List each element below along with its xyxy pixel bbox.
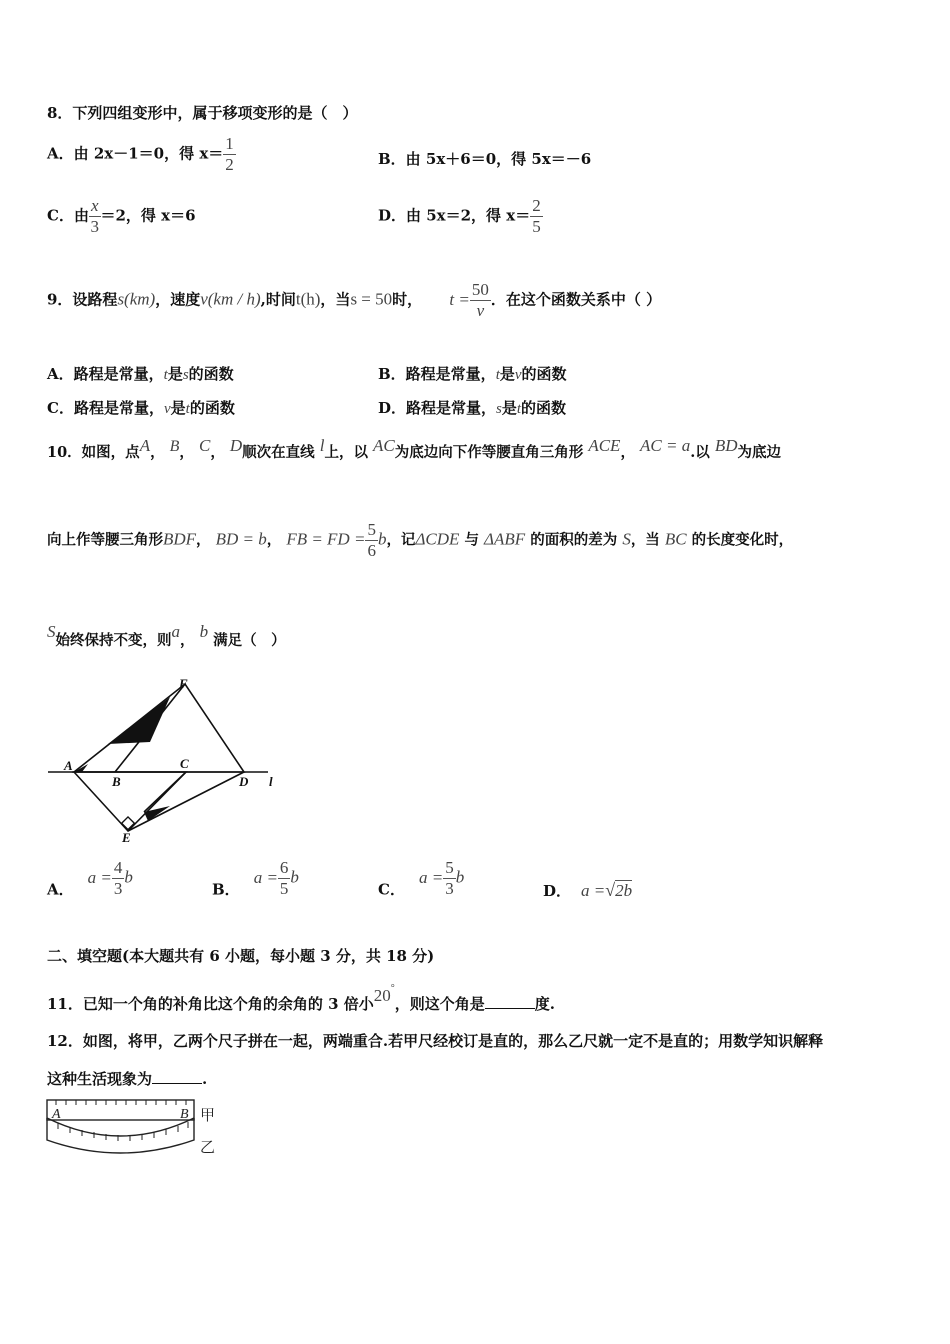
label-l: l (269, 774, 273, 789)
right-angle-mark (122, 817, 135, 830)
q8-option-d: D．由 5x＝2，得 x＝ $\frac{2}{5}$ (378, 196, 541, 236)
triangle-abf-bdf (74, 684, 244, 772)
q8-option-b: B．由 5x＋6＝0，得 5x＝－6 (378, 150, 592, 168)
section-2-title: 二、填空题(本大题共有 6 小题，每小题 3 分，共 18 分) (47, 947, 435, 965)
label-b: B (112, 774, 121, 789)
q10-option-b: B．a = $\frac{6}{5}$ b (212, 858, 299, 899)
sqrt-sign: √ (605, 880, 616, 900)
q8-option-c: C．由 $\frac{x}{3}$ ＝2，得 x＝6 (47, 196, 196, 236)
q10-option-d: D． a =√2b (543, 880, 633, 900)
q9-option-b: B．路程是常量，t是v的函数 (378, 365, 567, 383)
q8-a-fraction: $\frac{1}{2}$ (225, 134, 234, 174)
q11-angle-value: 20 (373, 986, 391, 1005)
q8-c-fraction: $\frac{x}{3}$ (90, 196, 99, 236)
q10-line1: 10．如图，点A， B， C， D顺次在直线 l上，以 AC为底边向下作等腰直角三角形 ACE， AC = a.以 BD为底边 (47, 436, 781, 461)
q8-option-a (47, 134, 236, 175)
label-a: A (64, 758, 73, 773)
q10-b-fraction: $\frac{6}{5}$ (279, 858, 289, 898)
label-e: E (122, 830, 131, 845)
label-f: F (179, 676, 188, 691)
q8-a-label: A．由 2x－1＝0，得 x＝ (47, 144, 224, 163)
label-c: C (180, 756, 189, 771)
q9-option-d: D．路程是常量，s是t的函数 (378, 399, 567, 417)
ruler-label-yi: 乙 (200, 1138, 216, 1156)
q8-stem: 8．下列四组变形中，属于移项变形的是（ ） (47, 104, 358, 122)
segment-c-inner (144, 772, 186, 812)
segment-ed (128, 772, 244, 831)
q10-fb-fraction: $\frac{5}{6}$ (367, 520, 376, 560)
q9-option-a: A．路程是常量，t是s的函数 (47, 365, 234, 383)
q10-line2: 向上作等腰三角形BDF， BD = b， FB = FD = $\frac{5}{6}$ b，记ΔCDE 与 ΔABF 的面积的差为 S，当 BC 的长度变化时， (47, 520, 794, 560)
q9-fraction: $\frac{50}{v}$ (471, 280, 489, 320)
q9-option-c: C．路程是常量，v是t的函数 (47, 399, 235, 417)
q12-answer-blank[interactable] (152, 1069, 202, 1084)
q11-degree-mark: ° (390, 983, 395, 994)
q11-stem: 11．已知一个角的补角比这个角的余角的 3 倍小20°，则这个角是 度. (47, 983, 556, 1013)
q10-geometry-figure (40, 672, 280, 847)
label-d: D (239, 774, 249, 789)
q10-option-c: C．a = $\frac{5}{3}$ b (378, 858, 465, 899)
ruler-jia (47, 1100, 194, 1120)
ruler-label-a: A (52, 1107, 61, 1122)
q11-answer-blank[interactable] (485, 994, 535, 1009)
q10-option-a: A．a = $\frac{4}{3}$ b (47, 858, 133, 899)
q10-line3: S始终保持不变，则a， b 满足（ ） (47, 622, 286, 649)
ruler-label-b: B (180, 1107, 189, 1122)
q12-line2: 这种生活现象为 . (47, 1070, 208, 1088)
q12-rulers-figure (44, 1096, 224, 1162)
q8-d-fraction: $\frac{2}{5}$ (532, 196, 541, 236)
q9-stem: 9．设路程s(km)，速度v(km / h),时间t(h)，当s = 50时， t = $\frac{50}{v}$ ．在这个函数关系中（ ） (47, 280, 662, 320)
q10-a-fraction: $\frac{4}{3}$ (113, 858, 123, 898)
q10-c-fraction: $\frac{5}{3}$ (445, 858, 454, 898)
ruler-label-jia: 甲 (200, 1106, 216, 1124)
q12-line1: 12．如图，将甲，乙两个尺子拼在一起，两端重合.若甲尺经校订是直的，那么乙尺就一定不是直的；用数学知识解释 (47, 1032, 824, 1050)
